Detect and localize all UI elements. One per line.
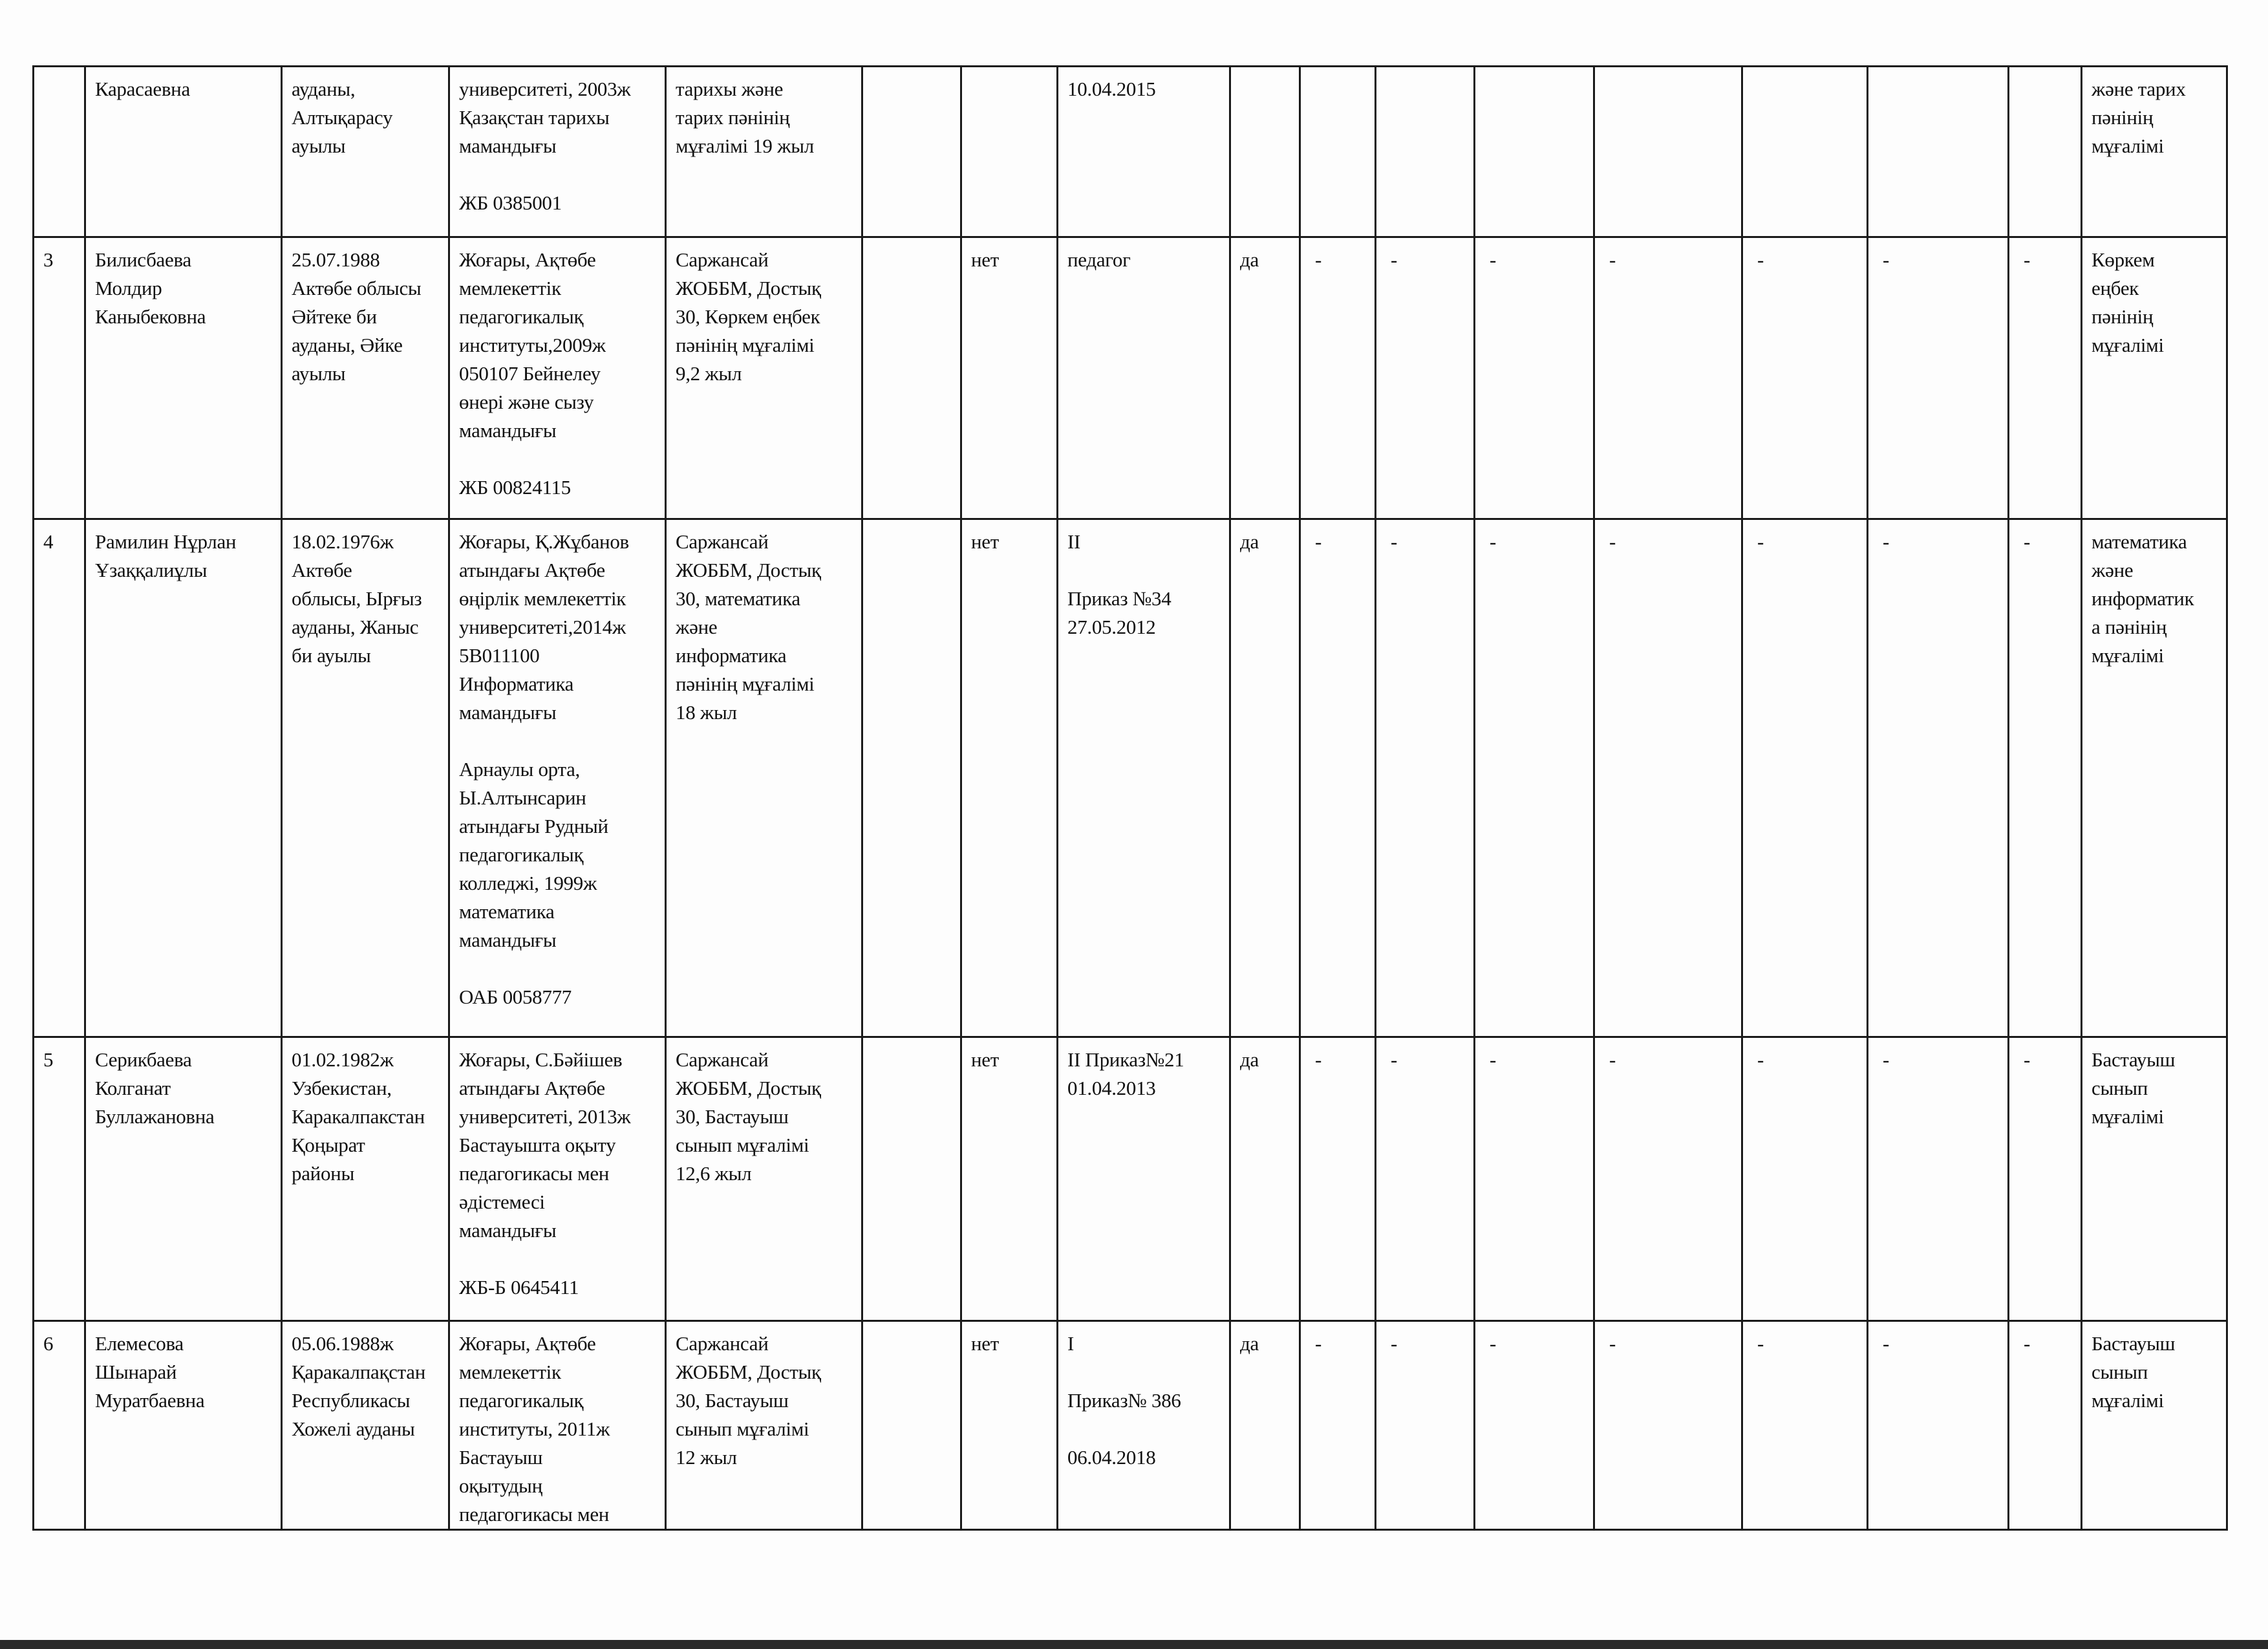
cell-status <box>961 67 1058 237</box>
cell-birth-info: 25.07.1988 Актөбе облысы Әйтеке би ауданы, Әйке ауылы <box>282 237 449 519</box>
cell-category: 10.04.2015 <box>1058 67 1230 237</box>
cell-status: нет <box>961 519 1058 1037</box>
cell-row-number: 6 <box>34 1321 85 1530</box>
cell-empty-column <box>862 237 961 519</box>
cell-col-16: - <box>2009 519 2082 1037</box>
cell-col-13 <box>1594 67 1742 237</box>
cell-birth-info: 01.02.1982ж Узбекистан, Каракалпакстан Қоңырат районы <box>282 1037 449 1321</box>
cell-full-name: Билисбаева Молдир Каныбековна <box>85 237 282 519</box>
cell-col-12: - <box>1475 1321 1594 1530</box>
cell-education: Жоғары, Қ.Жұбанов атындағы Ақтөбе өңірлік мемлекеттік университеті,2014ж 5B011100 Информатика мамандығы Арнаулы орта, Ы.Алтынсарин атындағы Рудный педагогикалық колледжі, 1999ж математика мамандығы ОАБ 0058777 <box>449 519 666 1037</box>
cell-education: Жоғары, Ақтөбе мемлекеттік педагогикалық институты, 2011ж Бастауыш оқытудың педагогикасы мен <box>449 1321 666 1530</box>
cell-education: университеті, 2003ж Қазақстан тарихы мамандығы ЖБ 0385001 <box>449 67 666 237</box>
cell-row-number: 3 <box>34 237 85 519</box>
cell-row-number: 4 <box>34 519 85 1037</box>
cell-col-10: - <box>1300 519 1376 1037</box>
cell-category: педагог <box>1058 237 1230 519</box>
scan-edge <box>0 1640 2268 1649</box>
cell-status: нет <box>961 1037 1058 1321</box>
cell-col-11: - <box>1376 237 1475 519</box>
cell-col-13: - <box>1594 1037 1742 1321</box>
cell-workplace-experience: Саржансай ЖОББМ, Достық 30, Бастауыш сынып мұғалімі 12 жыл <box>666 1321 862 1530</box>
cell-workplace-experience: Саржансай ЖОББМ, Достық 30, Бастауыш сынып мұғалімі 12,6 жыл <box>666 1037 862 1321</box>
cell-workplace-experience: Саржансай ЖОББМ, Достық 30, математика және информатика пәнінің мұғалімі 18 жыл <box>666 519 862 1037</box>
cell-col-16: - <box>2009 1037 2082 1321</box>
cell-empty-column <box>862 1037 961 1321</box>
cell-birth-info: ауданы, Алтықарасу ауылы <box>282 67 449 237</box>
cell-col-12 <box>1475 67 1594 237</box>
cell-category: II Приказ№21 01.04.2013 <box>1058 1037 1230 1321</box>
cell-col-13: - <box>1594 237 1742 519</box>
table-row <box>34 237 2227 519</box>
cell-col-15: - <box>1868 519 2009 1037</box>
cell-col-16: - <box>2009 237 2082 519</box>
cell-row-number: 5 <box>34 1037 85 1321</box>
cell-col-12: - <box>1475 237 1594 519</box>
cell-col-16 <box>2009 67 2082 237</box>
cell-col-16: - <box>2009 1321 2082 1530</box>
cell-col-10: - <box>1300 237 1376 519</box>
cell-full-name: Серикбаева Колганат Буллажановна <box>85 1037 282 1321</box>
cell-col-13: - <box>1594 519 1742 1037</box>
cell-subject: және тарих пәнінің мұғалімі <box>2082 67 2227 237</box>
cell-birth-info: 05.06.1988ж Қаракалпақстан Республикасы Хожелі ауданы <box>282 1321 449 1530</box>
cell-empty-column <box>862 1321 961 1530</box>
cell-education: Жоғары, С.Бәйішев атындағы Ақтөбе университеті, 2013ж Бастауышта оқыту педагогикасы мен әдістемесі мамандығы ЖБ-Б 0645411 <box>449 1037 666 1321</box>
cell-col-14: - <box>1742 519 1868 1037</box>
cell-status: нет <box>961 237 1058 519</box>
cell-col-15 <box>1868 67 2009 237</box>
cell-col-13: - <box>1594 1321 1742 1530</box>
cell-subject: математика және информатик а пәнінің мұғалімі <box>2082 519 2227 1037</box>
cell-col-11 <box>1376 67 1475 237</box>
cell-col-14: - <box>1742 1321 1868 1530</box>
cell-empty-column <box>862 519 961 1037</box>
cell-col-10: - <box>1300 1037 1376 1321</box>
cell-birth-info: 18.02.1976ж Актөбе облысы, Ырғыз ауданы, Жаныс би ауылы <box>282 519 449 1037</box>
cell-yes-no: да <box>1230 1037 1300 1321</box>
cell-col-14 <box>1742 67 1868 237</box>
cell-education: Жоғары, Ақтөбе мемлекеттік педагогикалық институты,2009ж 050107 Бейнелеу өнері және сызу мамандығы ЖБ 00824115 <box>449 237 666 519</box>
cell-col-14: - <box>1742 237 1868 519</box>
cell-full-name: Рамилин Нұрлан Ұзаққалиұлы <box>85 519 282 1037</box>
cell-col-10 <box>1300 67 1376 237</box>
cell-col-11: - <box>1376 519 1475 1037</box>
cell-subject: Көркем еңбек пәнінің мұғалімі <box>2082 237 2227 519</box>
cell-col-10: - <box>1300 1321 1376 1530</box>
cell-subject: Бастауыш сынып мұғалімі <box>2082 1321 2227 1530</box>
staff-table <box>32 65 2228 1531</box>
cell-category: I Приказ№ 386 06.04.2018 <box>1058 1321 1230 1530</box>
cell-empty-column <box>862 67 961 237</box>
cell-full-name: Елемесова Шынарай Муратбаевна <box>85 1321 282 1530</box>
cell-col-15: - <box>1868 237 2009 519</box>
table-row <box>34 519 2227 1037</box>
cell-col-14: - <box>1742 1037 1868 1321</box>
cell-col-11: - <box>1376 1037 1475 1321</box>
table-row <box>34 67 2227 237</box>
table-row <box>34 1037 2227 1321</box>
cell-category: II Приказ №34 27.05.2012 <box>1058 519 1230 1037</box>
table-row <box>34 1321 2227 1530</box>
cell-full-name: Карасаевна <box>85 67 282 237</box>
cell-col-15: - <box>1868 1037 2009 1321</box>
cell-col-15: - <box>1868 1321 2009 1530</box>
cell-workplace-experience: Саржансай ЖОББМ, Достық 30, Көркем еңбек пәнінің мұғалімі 9,2 жыл <box>666 237 862 519</box>
cell-yes-no: да <box>1230 237 1300 519</box>
cell-col-11: - <box>1376 1321 1475 1530</box>
cell-status: нет <box>961 1321 1058 1530</box>
cell-yes-no: да <box>1230 519 1300 1037</box>
cell-yes-no: да <box>1230 1321 1300 1530</box>
cell-yes-no <box>1230 67 1300 237</box>
cell-row-number <box>34 67 85 237</box>
cell-col-12: - <box>1475 519 1594 1037</box>
cell-workplace-experience: тарихы және тарих пәнінің мұғалімі 19 жыл <box>666 67 862 237</box>
cell-col-12: - <box>1475 1037 1594 1321</box>
cell-subject: Бастауыш сынып мұғалімі <box>2082 1037 2227 1321</box>
